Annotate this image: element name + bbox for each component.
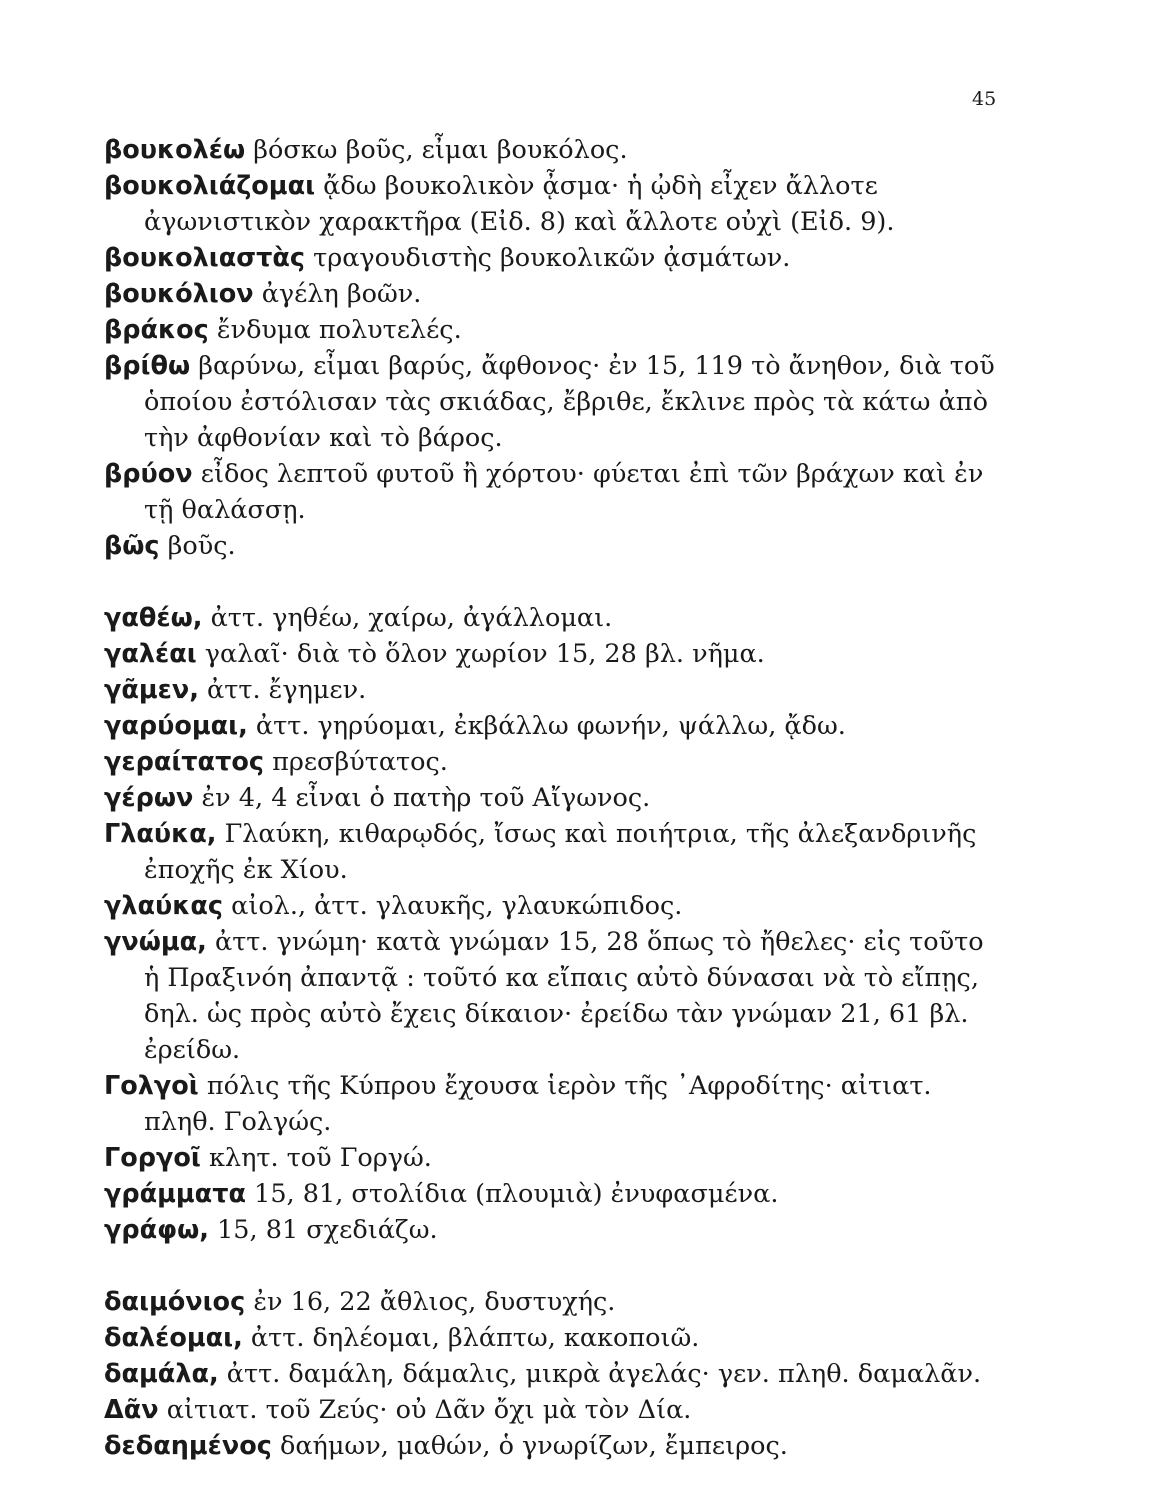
headword: γεραίτατος — [104, 747, 264, 777]
glossary-entry — [104, 276, 1004, 312]
headword: Γολγοὶ — [104, 1071, 199, 1101]
definition: βοῦς. — [167, 531, 236, 561]
definition: αἰολ., ἀττ. γλαυκῆς, γλαυκώπιδος. — [231, 891, 683, 921]
headword: Δᾶν — [104, 1395, 159, 1425]
definition: αἰτιατ. τοῦ Ζεύς· οὐ Δᾶν ὄχι μὰ τὸν Δία. — [166, 1395, 692, 1425]
headword: δεδαημένος — [104, 1431, 272, 1461]
headword: γαθέω, — [104, 603, 203, 633]
headword: γαρύομαι, — [104, 711, 248, 741]
glossary-entry — [104, 528, 1004, 564]
headword: βουκολέω — [104, 135, 246, 165]
definition: ἀττ. δηλέομαι, βλάπτω, κακοποιῶ. — [250, 1323, 700, 1353]
definition: ᾄδω βουκολικὸν ᾆσμα· ἡ ᾠδὴ εἶχεν ἄλλοτε ἀγωνιστικὸν χαρακτῆρα (Εἰδ. 8) καὶ ἄλλοτε οὐχὶ (Εἰδ. 9). — [144, 171, 895, 237]
glossary-entry — [104, 924, 1004, 1068]
definition: 15, 81 σχεδιάζω. — [217, 1215, 438, 1245]
definition: Γλαύκη, κιθαρῳδός, ἴσως καὶ ποιήτρια, τῆς ἀλεξανδρινῆς ἐποχῆς ἐκ Χίου. — [144, 819, 977, 885]
glossary-entry — [104, 312, 1004, 348]
glossary-entry — [104, 1392, 1004, 1428]
headword: Γλαύκα, — [104, 819, 217, 849]
glossary-entry — [104, 240, 1004, 276]
definition: πόλις τῆς Κύπρου ἔχουσα ἱερὸν τῆς ᾿Αφροδίτης· αἰτιατ. πληθ. Γολγώς. — [144, 1071, 932, 1137]
definition: ἀττ. δαμάλη, δάμαλις, μικρὰ ἀγελάς· γεν. πληθ. δαμαλᾶν. — [226, 1359, 982, 1389]
glossary-entry — [104, 816, 1004, 888]
headword: βρύον — [104, 459, 193, 489]
glossary-entry — [104, 1176, 1004, 1212]
headword: βῶς — [104, 531, 160, 561]
headword: γέρων — [104, 783, 194, 813]
definition: ἀττ. ἔγημεν. — [207, 675, 367, 705]
definition: γαλαῖ· διὰ τὸ ὅλον χωρίον 15, 28 βλ. νῆμα. — [204, 639, 765, 669]
glossary-entry — [104, 744, 1004, 780]
headword: γᾶμεν, — [104, 675, 199, 705]
definition: δαήμων, μαθών, ὁ γνωρίζων, ἔμπειρος. — [279, 1431, 788, 1461]
glossary-entry — [104, 600, 1004, 636]
glossary-entry — [104, 1212, 1004, 1248]
headword: βουκολιάζομαι — [104, 171, 316, 201]
glossary-entry — [104, 1428, 1004, 1464]
glossary-entry — [104, 1068, 1004, 1140]
headword: γνώμα, — [104, 927, 207, 957]
glossary-entry — [104, 1320, 1004, 1356]
headword: βουκόλιον — [104, 279, 254, 309]
headword: βράκος — [104, 315, 209, 345]
definition: ἐν 16, 22 ἄθλιος, δυστυχής. — [253, 1287, 616, 1317]
headword: γράφω, — [104, 1215, 209, 1245]
glossary-entry — [104, 1284, 1004, 1320]
glossary-entry — [104, 672, 1004, 708]
glossary-entry — [104, 456, 1004, 528]
definition: 15, 81, στολίδια (πλουμιὰ) ἐνυφασμένα. — [254, 1179, 779, 1209]
glossary-entry — [104, 132, 1004, 168]
page-number: 45 — [972, 88, 997, 110]
definition: ἀγέλη βοῶν. — [261, 279, 422, 309]
glossary-entry — [104, 888, 1004, 924]
headword: γαλέαι — [104, 639, 197, 669]
glossary — [104, 132, 1004, 1464]
definition: κλητ. τοῦ Γοργώ. — [208, 1143, 432, 1173]
glossary-entry — [104, 1140, 1004, 1176]
definition: εἶδος λεπτοῦ φυτοῦ ἢ χόρτου· φύεται ἐπὶ τῶν βράχων καὶ ἐν τῇ θαλάσσῃ. — [144, 459, 984, 525]
headword: βρίθω — [104, 351, 191, 381]
glossary-entry — [104, 636, 1004, 672]
definition: τραγουδιστὴς βουκολικῶν ᾀσμάτων. — [313, 243, 791, 273]
glossary-entry — [104, 708, 1004, 744]
glossary-entry — [104, 780, 1004, 816]
definition: ἀττ. γνώμη· κατὰ γνώμαν 15, 28 ὅπως τὸ ἤθελες· εἰς τοῦτο ἡ Πραξινόη ἀπαντᾷ : τοῦτό κα εἴπαις αὐτὸ δύνασαι νὰ τὸ εἴπῃς, δηλ. ὡς πρὸς αὐτὸ ἔχεις δίκαιον· ἐρείδω τὰν γνώμαν 21, 61 βλ. ἐρείδω. — [144, 927, 984, 1065]
definition: ἔνδυμα πολυτελές. — [216, 315, 462, 345]
definition: πρεσβύτατος. — [272, 747, 448, 777]
definition: βόσκω βοῦς, εἶμαι βουκόλος. — [253, 135, 628, 165]
headword: δαμάλα, — [104, 1359, 219, 1389]
headword: δαιμόνιος — [104, 1287, 246, 1317]
headword: βουκολιαστὰς — [104, 243, 305, 273]
headword: γράμματα — [104, 1179, 246, 1209]
headword: δαλέομαι, — [104, 1323, 243, 1353]
glossary-entry — [104, 168, 1004, 240]
definition: βαρύνω, εἶμαι βαρύς, ἄφθονος· ἐν 15, 119 τὸ ἄνηθον, διὰ τοῦ ὁποίου ἐστόλισαν τὰς σκιάδας, ἔβριθε, ἔκλινε πρὸς τὰ κάτω ἀπὸ τὴν ἀφθονίαν καὶ τὸ βάρος. — [144, 351, 995, 453]
definition: ἀττ. γηρύομαι, ἐκβάλλω φωνήν, ψάλλω, ᾄδω. — [255, 711, 846, 741]
glossary-entry — [104, 348, 1004, 456]
definition: ἐν 4, 4 εἶναι ὁ πατὴρ τοῦ Αἴγωνος. — [201, 783, 651, 813]
headword: Γοργοῖ — [104, 1143, 201, 1173]
glossary-entry — [104, 1356, 1004, 1392]
definition: ἀττ. γηθέω, χαίρω, ἀγάλλομαι. — [210, 603, 613, 633]
headword: γλαύκας — [104, 891, 223, 921]
